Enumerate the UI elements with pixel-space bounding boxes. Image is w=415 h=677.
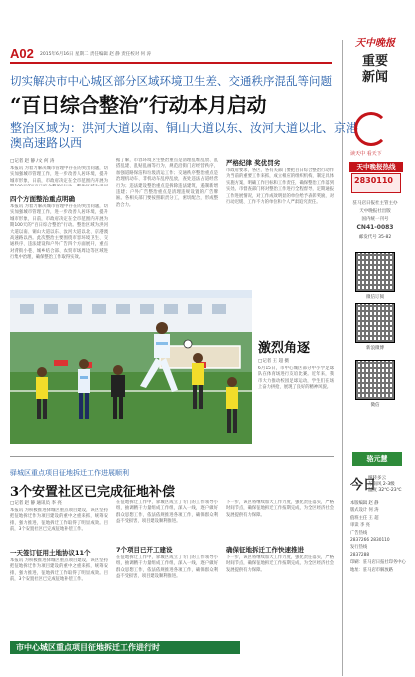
weather-line: 晴转多云 <box>368 476 386 481</box>
story2-subhead-2: 7个项目已开工建设 <box>116 546 173 554</box>
story2-kicker: 驿城区重点项目征地拆迁工作进展顺利 <box>10 469 129 477</box>
brand-logo-text: 天中晚报 <box>355 38 395 49</box>
section-title <box>352 54 398 86</box>
page-number: A02 <box>10 46 34 61</box>
newspaper-logo-icon <box>354 112 388 146</box>
section-divider <box>10 456 334 457</box>
sidebar-info-5: 邮发代号 35-82 <box>358 235 392 240</box>
staff-line: 印刷：驻马店日报社印务中心 <box>350 560 406 566</box>
section-line-2: 新闻 <box>361 70 388 85</box>
qr-label-1: 微信订阅 <box>366 295 384 300</box>
qr-code-icon <box>355 303 395 343</box>
weather-info <box>368 476 402 494</box>
staff-line: 广告热线 <box>350 530 368 536</box>
staff-line: 本版编辑 赵 静 <box>350 501 379 506</box>
story2-column-1-body: 本报讯 为积极推进驿城区重点项目建设，该区坚持把征地拆迁作为项目建设的重中之重来抓，统筹安排，强力推进，征地拆迁工作取得了明显成效。目前，3个安置社区已完成征地补偿工作。 <box>10 558 108 583</box>
sidebar-info-1: 驻马店日报社主管主办 <box>352 201 398 206</box>
soccer-match-photo <box>10 290 252 444</box>
lead-column-3: 市政府要求，各区、各有关部门要把百日综合整治行动作为当前的重要工作来抓，成立相应的组织机构，制定具体实施方案，明确工作目标和工作责任，确保整治工作落到实处。市督查部门将对整治工作进行全程督导，定期通报工作进展情况，对工作成效明显的单位给予表彰奖励，对行动迟缓、工作不力的单位和个人严肃追究责任。 <box>226 168 334 206</box>
issue-meta: 2015年6月16日 星期二 责任编辑 赵 静 责任校对 何 涛 <box>40 52 152 57</box>
photo-caption-title: 激烈角逐 <box>258 341 311 356</box>
story2-headline: 3个安置社区已完成征地补偿 <box>10 485 176 500</box>
sidebar-badge: 骆元慧 <box>352 452 402 466</box>
story2-byline: □记者 赵 静 通讯员 李 亮 <box>10 501 62 506</box>
sidebar-info-3: 国内统一刊号 <box>361 217 389 222</box>
lead-kicker: 切实解决市中心城区部分区域环境卫生差、交通秩序混乱等问题 <box>10 74 332 88</box>
lead-subhead: 四个方面整治重点明确 <box>10 195 75 203</box>
staff-line: 2837288 <box>350 552 370 558</box>
lead-headline: “百日综合整治”行动本月启动 <box>10 93 267 117</box>
staff-line: 版式设计 何 涛 <box>350 508 379 514</box>
hotline-number: 2830110 <box>354 176 393 185</box>
green-banner: 市中心城区重点项目征地拆迁工作进行时 <box>10 641 240 654</box>
lead-column-1-intro: 本报讯 为着力解决城市管理中存在的突出问题，切实加强城市管理工作，进一步改善人居环境，提升城市形象，日前，市政府决定在全市范围内开展为 <box>10 166 108 184</box>
weather-line: 东南风 2-3级 <box>368 482 395 487</box>
staff-line: 审读 李 亮 <box>350 523 370 529</box>
staff-list <box>350 500 406 574</box>
sidebar-info-4: CN41-0083 <box>356 224 394 231</box>
sidebar-info-2: 天中晚报社出版 <box>359 209 391 214</box>
story2-column-3-body: 下一步，该区将继续加大工作力度，强化责任落实，严格时间节点，确保征地拆迁工作按期完成，为全区经济社会发展提供有力保障。 <box>226 555 334 573</box>
qr-label-2: 新浪微博 <box>366 346 384 351</box>
photo-caption-text: 6月15日，市中心城区部分中小学足球队在体育场进行友谊比赛。近年来，我市大力推动校园足球运动，学生们在场上奋力拼抢，展现了良好的精神风貌。 <box>258 366 334 391</box>
lead-column-3-head: 严格纪律 奖优罚劣 <box>226 159 281 167</box>
staff-line: 发行热线 <box>350 545 368 551</box>
lead-subheadline-2: 澳高速路以西 <box>10 136 83 150</box>
weather-day: 今日 <box>350 478 377 493</box>
story2-subhead-1: 一天签订征用土地协议11个 <box>10 549 91 557</box>
qr-code-icon <box>355 360 395 400</box>
hotline-title: 天中晚报热线 <box>349 162 403 172</box>
photo-byline: □记者 王 超 摄 <box>258 359 290 364</box>
staff-line: 值班主任 王 超 <box>350 515 379 521</box>
staff-line: 2837266 2830110 <box>350 538 390 544</box>
story2-subhead-3: 确保征地拆迁工作快速推进 <box>226 546 304 554</box>
story2-column-1-intro: 本报讯 为积极推进驿城区重点项目建设，该区坚持把征地拆迁作为项目建设的重中之重来抓，统筹安排，强力推进，征地拆迁工作取得了明显成效。目前，3个安置社区已完成征地补偿工作。 <box>10 508 108 533</box>
story2-column-2-intro: 在征地拆迁工作中，驿城区成立了专门的工作领导小组，抽调精干力量组成工作组，深入一线，逐户做好群众思想工作，依法依规推进各项工作，确保群众利益不受损害，项目建设顺利推进。 <box>116 500 218 525</box>
lead-column-1-body: 本报讯 为着力解决城市管理中存在的突出问题，切实加强城市管理工作，进一步改善人居环境，提升城市形象，日前，市政府决定在全市范围内开展为期100天的“百日综合整治”行动。整治区域为洪河大道以南、铜山大道以东、汝河大道以北、京港澳高速路以西。此次整治主要围绕市容环境卫生、交通秩序、违法建设和户外广告四个方面展开，重点对背街小巷、城乡结合部、农贸市场周边等区域进行集中治理，确保整治工作取得实效。 <box>10 204 108 261</box>
slogan: 读天中 看天下 <box>350 151 382 157</box>
weather-line: 温度 32℃-23℃ <box>368 488 402 493</box>
lead-subheadline-1: 整治区域为：洪河大道以南、铜山大道以东、汝河大道以北、京港 <box>10 121 359 135</box>
qr-code-icon <box>355 252 395 292</box>
staff-line: 地址：驻马店市解放路 <box>350 567 393 573</box>
story2-column-3-intro: 下一步，该区将继续加大工作力度，强化责任落实，严格时间节点，确保征地拆迁工作按期完成，为全区经济社会发展提供有力保障。 <box>226 500 334 518</box>
qr-label-3: 微信 <box>370 403 380 408</box>
story2-column-2-body: 在征地拆迁工作中，驿城区成立了专门的工作领导小组，抽调精干力量组成工作组，深入一线，逐户做好群众思想工作，依法依规推进各项工作，确保群众利益不受损害，项目建设顺利推进。 <box>116 555 218 580</box>
section-line-1: 重要 <box>361 54 388 69</box>
lead-column-2: 据了解，市容环境卫生整治重点是清理乱堆乱放、乱搭乱建、乱贴乱画等行为，规范沿街门店经营秩序，加强道路保洁和垃圾清运工作；交通秩序整治重点是治理机动车、非机动车乱停乱放，查处违法占道经营行为；违法建设整治重点是拆除违法建筑，遏制新增违建；户外广告整治重点是清理违规设置的广告牌匾。各相关部门要按照职责分工，密切配合，形成整治合力。 <box>116 158 218 208</box>
lead-byline: □记者 赵 静 /文 何 涛 <box>10 159 55 164</box>
soccer-photo-illustration <box>10 290 252 444</box>
